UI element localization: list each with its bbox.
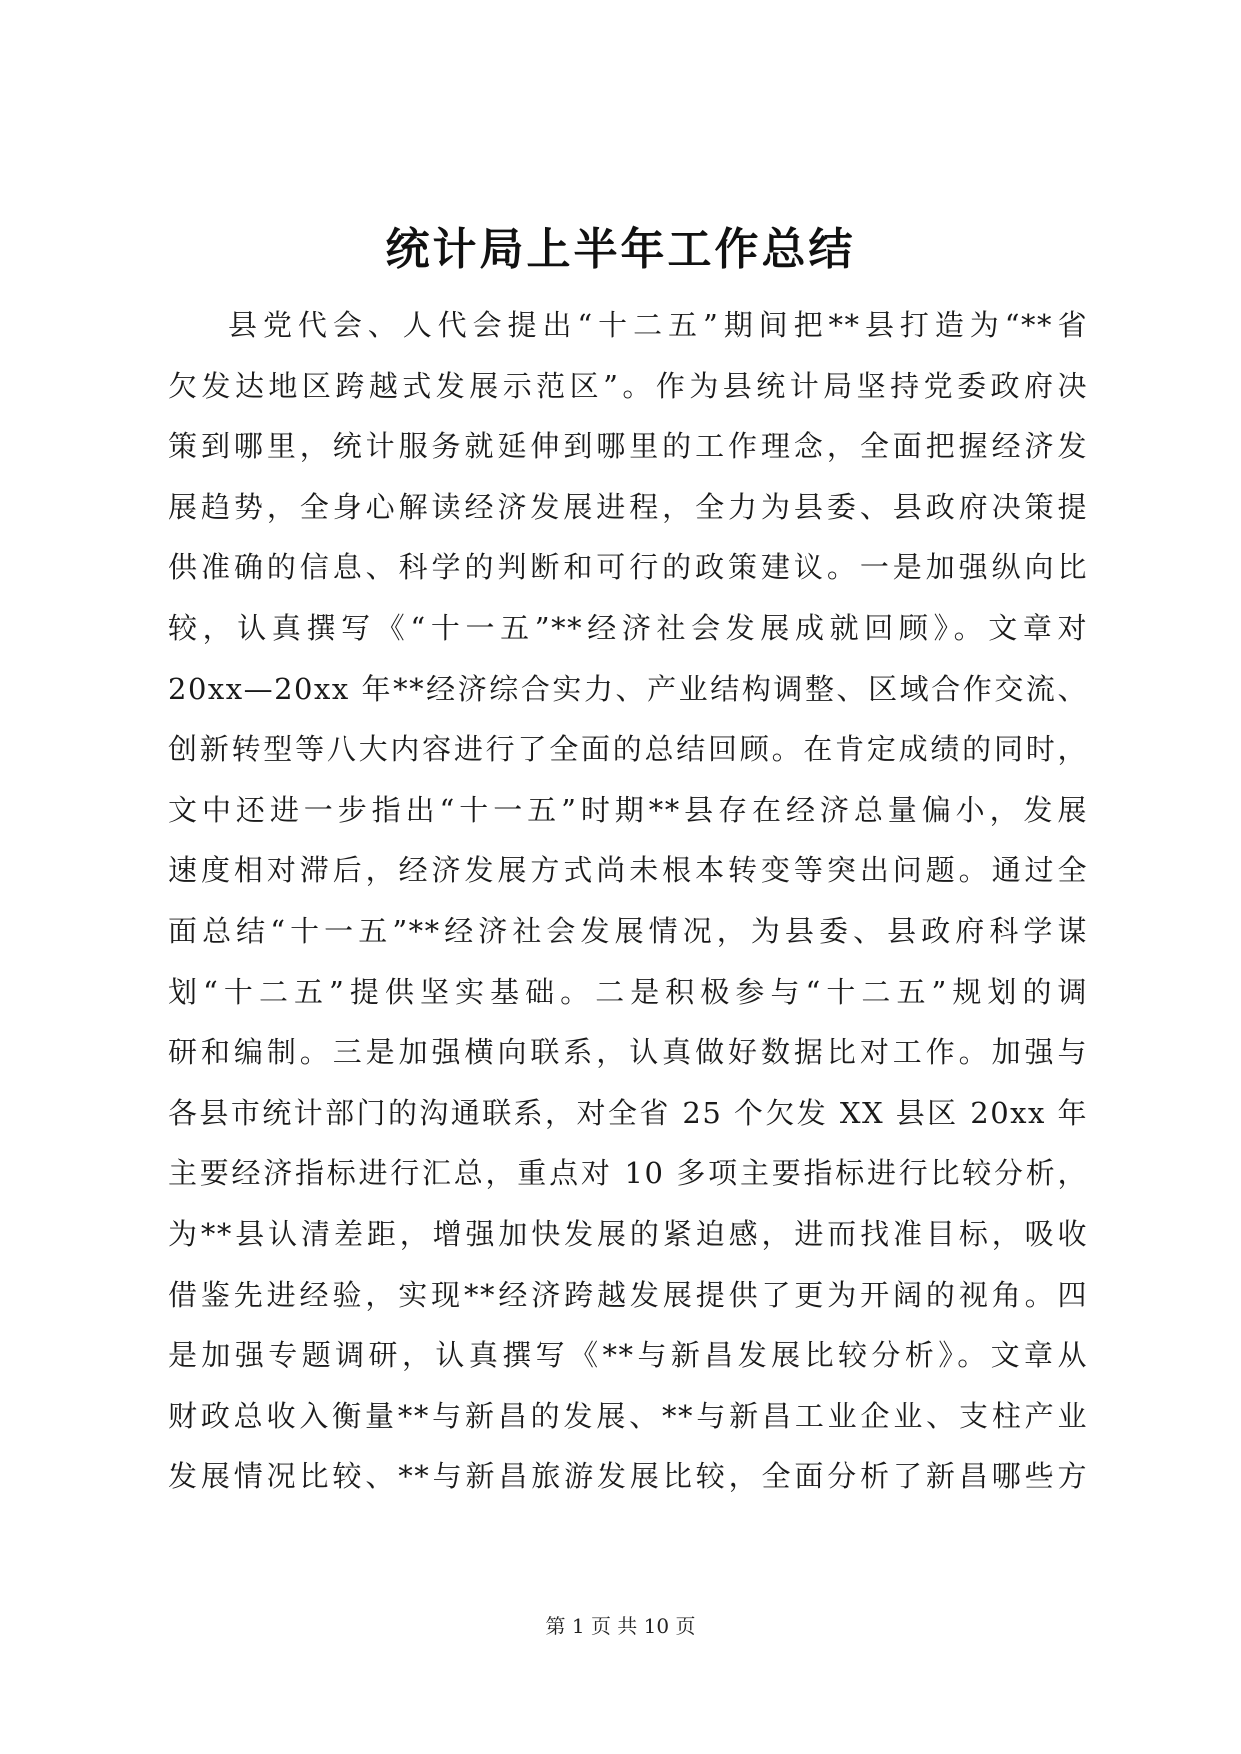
body-line: 展趋势，全身心解读经济发展进程，全力为县委、县政府决策提 xyxy=(168,489,1088,524)
page-number-footer: 第 1 页 共 10 页 xyxy=(545,1614,696,1638)
body-line: 主要经济指标进行汇总，重点对 10 多项主要指标进行比较分析， xyxy=(168,1156,1088,1191)
body-line: 各县市统计部门的沟通联系，对全省 25 个欠发 XX 县区 20xx 年 xyxy=(168,1095,1088,1130)
body-line: 供准确的信息、科学的判断和可行的政策建议。一是加强纵向比 xyxy=(168,550,1088,585)
body-line: 是加强专题调研，认真撰写《**与新昌发展比较分析》。文章从 xyxy=(168,1338,1088,1373)
body-line: 策到哪里，统计服务就延伸到哪里的工作理念，全面把握经济发 xyxy=(168,429,1088,464)
body-line: 速度相对滞后，经济发展方式尚未根本转变等突出问题。通过全 xyxy=(168,853,1088,888)
body-line: 面总结“十一五”**经济社会发展情况，为县委、县政府科学谋 xyxy=(168,913,1088,948)
body-line: 文中还进一步指出“十一五”时期**县存在经济总量偏小，发展 xyxy=(168,792,1088,827)
body-line: 20xx—20xx 年**经济综合实力、产业结构调整、区域合作交流、 xyxy=(168,671,1088,706)
body-line: 为**县认清差距，增强加快发展的紧迫感，进而找准目标，吸收 xyxy=(168,1216,1088,1251)
body-line: 较，认真撰写《“十一五”**经济社会发展成就回顾》。文章对 xyxy=(168,610,1088,645)
body-line: 欠发达地区跨越式发展示范区”。作为县统计局坚持党委政府决 xyxy=(168,368,1088,403)
body-line: 借鉴先进经验，实现**经济跨越发展提供了更为开阔的视角。四 xyxy=(168,1277,1088,1312)
document-title: 统计局上半年工作总结 xyxy=(385,224,856,275)
body-line: 县党代会、人代会提出“十二五”期间把**县打造为“**省 xyxy=(228,308,1088,342)
body-line: 发展情况比较、**与新昌旅游发展比较，全面分析了新昌哪些方 xyxy=(168,1459,1088,1494)
body-line: 划“十二五”提供坚实基础。二是积极参与“十二五”规划的调 xyxy=(168,974,1088,1009)
body-line: 创新转型等八大内容进行了全面的总结回顾。在肯定成绩的同时， xyxy=(168,732,1088,767)
document-body xyxy=(168,295,1088,1507)
body-line: 研和编制。三是加强横向联系，认真做好数据比对工作。加强与 xyxy=(168,1035,1088,1070)
body-line: 财政总收入衡量**与新昌的发展、**与新昌工业企业、支柱产业 xyxy=(168,1398,1088,1433)
